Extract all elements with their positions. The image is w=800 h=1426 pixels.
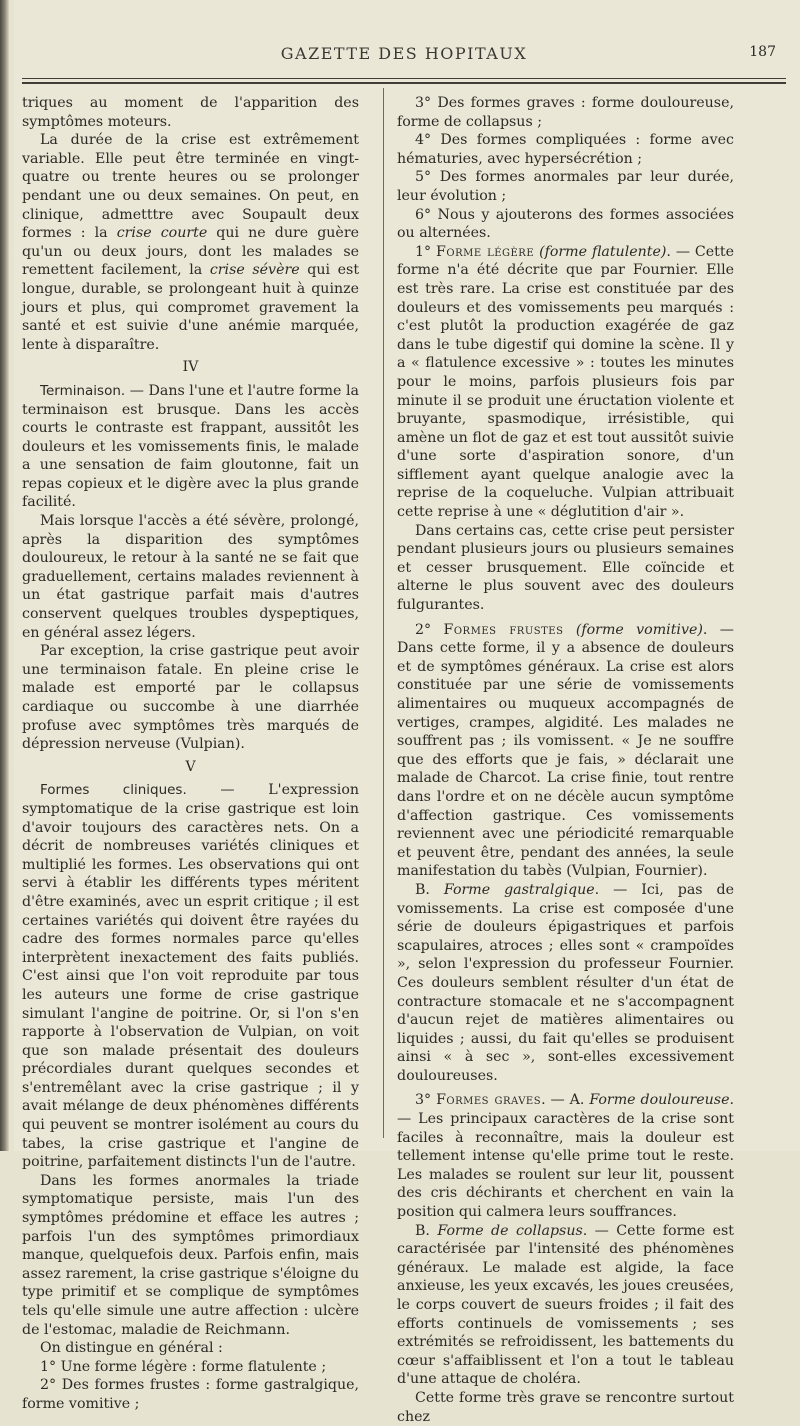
paragraph: Par exception, la crise gastrique peut avoir une terminaison fatale. En pleine crise le malade est emporté par le collapsus cardiaque ou succombe à une diarrhée profuse avec symptômes très marqués de dépression nerveuse (Vulpian). xyxy=(22,643,359,753)
paragraph-forme-legere: 1° Forme légère (forme flatulente). — Cette forme n'a été décrite que par Fournier. Elle est très rare. La crise est constituée par des douleurs et des vomissements peu marqués : c'est plutôt la production exagérée de gaz dans le tube digestif qui domine la scène. Il y a « flatulence excessive » : toutes les minutes pour le moins, parfois plusieurs fois par minute il se produit une éructation violente et bruyante, spasmodique, irrésistible, qui amène un flot de gaz et est tout aussitôt suivie d'une sorte d'aspiration sonore, d'un sifflement ayant quelque analogie avec la reprise de la coqueluche. Vulpian attribuait cette reprise à une « déglutition d'air ». xyxy=(397,243,734,521)
section-number-iv: IV xyxy=(182,359,199,376)
paragraph-formes-graves: 3° Formes graves. — A. Forme douloureuse. — Les principaux caractères de la crise sont faciles à reconnaître, mais la douleur est tellement intense qu'elle prime tout le reste. Les malades se roulent sur leur lit, poussent des cris déchirants et cherchent en vain la position qui calmera leurs souffrances. xyxy=(397,1092,734,1221)
list-item: 2° Des formes frustes : forme gastralgique, forme vomitive ; xyxy=(22,1377,359,1412)
column-divider xyxy=(383,88,384,1138)
section-heading-terminaison: Terminaison. xyxy=(40,382,126,399)
list-item: 4° Des formes compliquées : forme avec hématuries, avec hypersécrétion ; xyxy=(397,132,734,167)
section-heading-formes-cliniques: Formes cliniques. xyxy=(40,782,187,799)
paragraph-terminaison: Terminaison. — Dans l'une et l'autre forme la terminaison est brusque. Dans les accès courts le contraste est frappant, aussitôt les douleurs et les vomissements finis, le malade a une sensation de faim gloutonne, fait un repas copieux et le digère avec la plus grande facilité. xyxy=(22,382,359,511)
paragraph-formes-cliniques: Formes cliniques. — L'expression symptomatique de la crise gastrique est loin d'avoir toujours des caractères nets. On a décrit de nombreuses variétés cliniques et multiplié les formes. Les observations qui ont servi à établir les différents types méritent d'être examinés, avec un esprit critique ; il est certaines variétés qui doivent être rayées du cadre des formes normales parce qu'elles interprètent inexactement des faits publiés. C'est ainsi que l'on voit reproduite par tous les auteurs une forme de crise gastrique simulant l'angine de poitrine. Or, si l'on s'en rapporte à l'observation de Vulpian, on voit que son malade présentait des douleurs précordiales durant quelques secondes et s'entremêlant avec la crise gastrique ; il y avait mélange de deux phénomènes différents qui peuvent se montrer isolément au cours du tabes, la crise gastrique et l'angine de poitrine, parfaitement distincts l'un de l'autre. xyxy=(22,782,360,1171)
paragraph: On distingue en général : xyxy=(40,1340,223,1357)
header-rule-thick xyxy=(22,82,786,84)
paragraph: Dans certains cas, cette crise peut persister pendant plusieurs jours ou plusieurs semaines et cesser brusquement. Elle coïncide et alterne le plus souvent avec des douleurs fulgurantes. xyxy=(397,522,734,614)
page-number: 187 xyxy=(749,44,776,60)
paragraph: Cette forme très grave se rencontre surtout chez xyxy=(397,1389,734,1425)
running-header xyxy=(22,44,786,70)
paragraph: triques au moment de l'apparition des symptômes moteurs. xyxy=(22,95,359,130)
paragraph: Dans les formes anormales la triade symptomatique persiste, mais l'un des symptômes prédomine et efface les autres ; parfois l'un des symptômes primordiaux manque, quelquefois deux. Parfois enfin, mais assez rarement, la crise gastrique s'éloigne du type primitif et se complique de symptômes tels qu'elle simule une autre affection : ulcère de l'estomac, maladie de Reichmann. xyxy=(22,1172,359,1338)
header-rule-thin xyxy=(22,78,786,79)
paragraph-crisis-duration: La durée de la crise est extrêmement variable. Elle peut être terminée en vingt-quatre ou trente heures ou se prolonger pendant une ou deux semaines. On peut, en clinique, admetttre avec Soupault deux formes : la crise courte qui ne dure guère qu'un ou deux jours, dont les malades se remettent facilement, la crise sévère qui est longue, durable, se prolongeant huit à quinze jours et plus, qui compromet gravement la santé et est suivie d'une anémie marquée, lente à disparaître. xyxy=(22,132,360,353)
list-item: 6° Nous y ajouterons des formes associées ou alternées. xyxy=(397,206,734,242)
paragraph-forme-collapsus: B. Forme de collapsus. — Cette forme est caractérisée par l'intensité des phénomènes généraux. Le malade est algide, la face anxieuse, les yeux excavés, les joues creusées, le corps couvert de sueurs froides ; il fait des efforts continuels de vomissements ; ses extrémités se refroidissent, les battements du cœur s'affaiblissent et l'on a tout le tableau d'une attaque de choléra. xyxy=(397,1222,734,1388)
list-item: 5° Des formes anormales par leur durée, leur évolution ; xyxy=(397,169,734,204)
list-item: 3° Des formes graves : forme douloureuse, forme de collapsus ; xyxy=(397,95,734,130)
left-column xyxy=(22,94,359,1414)
paragraph-formes-frustes: 2° Formes frustes (forme vomitive). — Dans cette forme, il y a absence de douleurs et de symptômes généraux. La crise est alors constituée par une série de vomissements alimentaires ou muqueux accompagnés de vertiges, crampes, algidité. Les malades ne souffrent pas ; ils vomissent. « Je ne souffre que des efforts que je fais, » déclarait une malade de Charcot. La crise finie, tout rentre dans l'ordre et on ne décèle aucun symptôme d'affection gastrique. Ces vomissements reviennent avec une périodicité remarquable et peuvent être, pendant des années, la seule manifestation du tabès (Vulpian, Fournier). xyxy=(397,621,734,880)
paragraph: Mais lorsque l'accès a été sévère, prolongé, après la disparition des symptômes douloureux, le retour à la santé ne se fait que graduellement, certains malades reviennent à un état gastrique parfait mais d'autres conservent quelques troubles dyspeptiques, en général assez légers. xyxy=(22,513,359,641)
section-number-v: V xyxy=(185,758,196,775)
journal-title: GAZETTE DES HOPITAUX xyxy=(280,44,528,63)
list-item: 1° Une forme légère : forme flatulente ; xyxy=(40,1358,327,1375)
paragraph-forme-gastralgique: B. Forme gastralgique. — Ici, pas de vomissements. La crise est composée d'une série de douleurs épigastriques et parfois scapulaires, atroces ; elles sont « crampoïdes », selon l'expression du professeur Fournier. Ces douleurs semblent résulter d'un état de contracture stomacale et ne s'accompagnent d'aucun rejet de matières alimentaires ou liquides ; aussi, du fait qu'elles se produisent ainsi « à sec », sont-elles excessivement douloureuses. xyxy=(397,881,734,1084)
book-spine-edge xyxy=(0,0,9,1151)
right-column xyxy=(397,94,734,1426)
